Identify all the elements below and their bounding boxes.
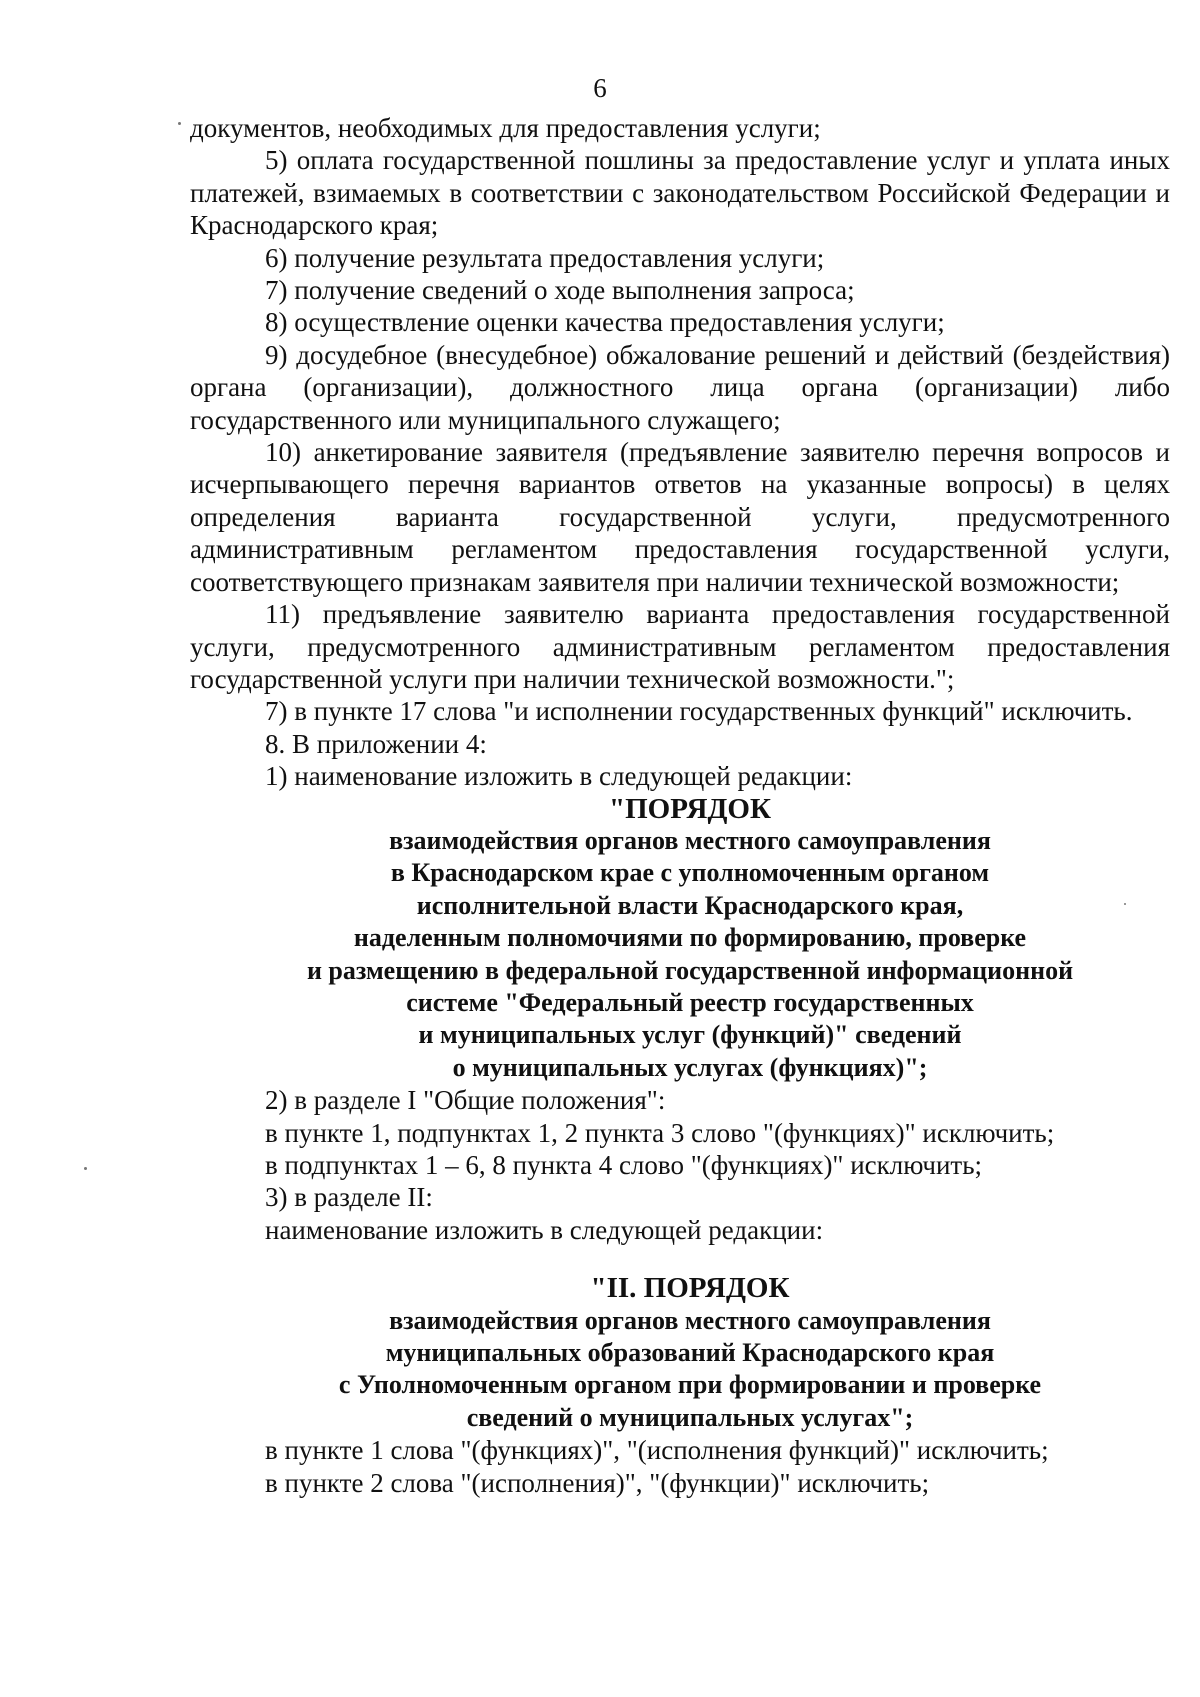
paragraph: 2) в разделе I "Общие положения": [265, 1085, 666, 1116]
paragraph: в пункте 2 слова "(исполнения)", "(функции)" исключить; [265, 1467, 930, 1498]
heading-line: системе "Федеральный реестр государственных [406, 987, 974, 1017]
paragraph: 11) предъявление заявителю варианта предоставления государственной услуги, предусмотренного административным регламентом предоставления государственной услуги при наличии технической возможности."; [190, 599, 1170, 694]
heading-title: "II. ПОРЯДОК [590, 1272, 790, 1305]
paragraph: 1) наименование изложить в следующей редакции: [265, 761, 853, 792]
scan-speck [84, 1167, 87, 1170]
paragraph: 3) в разделе II: [265, 1182, 433, 1213]
scan-speck [1124, 903, 1126, 905]
paragraph: 7) в пункте 17 слова "и исполнении государственных функций" исключить. [265, 696, 1133, 727]
paragraph: 6) получение результата предоставления услуги; [265, 242, 825, 273]
heading-line: муниципальных образований Краснодарского края [385, 1338, 995, 1368]
heading-line: взаимодействия органов местного самоуправления [389, 1305, 991, 1335]
heading-line: с Уполномоченным органом при формировании и проверке [338, 1370, 1042, 1400]
paragraph: 9) досудебное (внесудебное) обжалование решений и действий (бездействия) органа (организации), должностного лица органа (организации) либо государственного или муниципального служащего; [190, 339, 1170, 435]
heading-line: взаимодействия органов местного самоуправления [389, 825, 991, 855]
document-body [190, 112, 1170, 1499]
heading-line: сведений о муниципальных услугах"; [466, 1402, 914, 1432]
heading-line: о муниципальных услугах (функциях)"; [452, 1052, 928, 1082]
paragraph: 5) оплата государственной пошлины за предоставление услуг и уплата иных платежей, взимаемых в соответствии с законодательством Российской Федерации и Краснодарского края; [190, 145, 1170, 241]
paragraph: 10) анкетирование заявителя (предъявление заявителю перечня вопросов и исчерпывающего перечня вариантов ответов на указанные вопросы) в целях определения варианта государственной услуги, предусмотренного административным регламентом предоставления государственной услуги, соответствующего признакам заявителя при наличии технической возможности; [190, 437, 1170, 597]
paragraph: документов, необходимых для предоставления услуги; [190, 113, 821, 143]
page-number: 6 [593, 73, 607, 103]
paragraph: 8. В приложении 4: [265, 728, 487, 759]
section-spacer [190, 1246, 1170, 1272]
heading-title: "ПОРЯДОК [609, 792, 771, 825]
paragraph: 7) получение сведений о ходе выполнения запроса; [265, 275, 855, 306]
heading-line: наделенным полномочиями по формированию, проверке [353, 923, 1027, 953]
paragraph: наименование изложить в следующей редакции: [265, 1214, 824, 1245]
heading-line: и муниципальных услуг (функций)" сведений [418, 1020, 962, 1050]
paragraph: в пункте 1, подпунктах 1, 2 пункта 3 слово "(функциях)" исключить; [265, 1117, 1055, 1148]
heading-line: и размещению в федеральной государственной информационной [306, 955, 1074, 985]
heading-line: исполнительной власти Краснодарского края, [416, 890, 964, 920]
paragraph: 8) осуществление оценки качества предоставления услуги; [265, 307, 945, 338]
scan-speck [178, 122, 181, 125]
paragraph: в пункте 1 слова "(функциях)", "(исполнения функций)" исключить; [265, 1435, 1049, 1466]
heading-line: в Краснодарском крае с уполномоченным органом [390, 858, 990, 888]
paragraph: в подпунктах 1 – 6, 8 пункта 4 слово "(функциях)" исключить; [265, 1150, 983, 1180]
